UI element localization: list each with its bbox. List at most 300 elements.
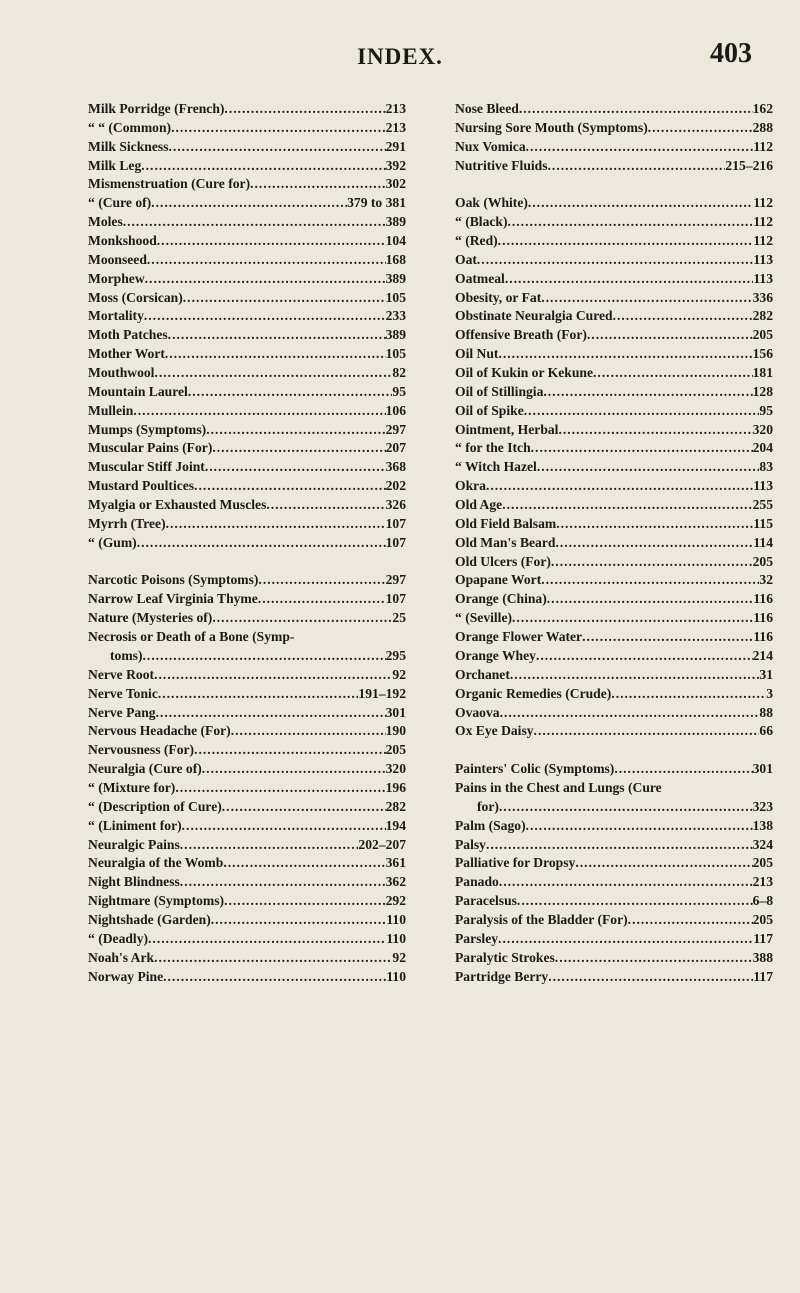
index-column-right	[455, 100, 773, 986]
index-entry	[455, 534, 773, 553]
entry-term: Neuralgic Pains	[88, 836, 180, 852]
entry-term: Mother Wort	[88, 346, 165, 362]
index-entry	[88, 609, 406, 628]
entry-term: Old Man's Beard	[455, 534, 556, 550]
entry-term: Opapane Wort	[455, 572, 542, 588]
index-entry	[88, 477, 406, 496]
dot-leader	[524, 402, 760, 421]
entry-term: Monkshood	[88, 233, 157, 249]
index-entry	[455, 439, 773, 458]
entry-page: 116	[753, 610, 773, 626]
index-entry	[455, 326, 773, 345]
dot-leader	[510, 666, 760, 685]
entry-page: 205	[752, 327, 773, 343]
entry-term: Orchanet	[455, 666, 510, 682]
index-entry	[455, 194, 773, 213]
dot-leader	[224, 892, 386, 911]
dot-leader	[212, 439, 385, 458]
entry-term: Noah's Ark	[88, 949, 155, 965]
index-entry	[455, 930, 773, 949]
entry-page: 362	[385, 874, 406, 890]
dot-leader	[180, 836, 359, 855]
entry-page: 292	[385, 893, 406, 909]
index-entry	[455, 722, 773, 741]
entry-term: Narcotic Poisons (Symptoms)	[88, 572, 259, 588]
dot-leader	[258, 571, 385, 590]
index-entry	[88, 270, 406, 289]
index-entry	[88, 571, 406, 590]
index-entry	[455, 873, 773, 892]
index-entry-wrapped: Necrosis or Death of a Bone (Symp-	[88, 629, 295, 645]
entry-term: Mountain Laurel	[88, 383, 188, 399]
index-entry	[88, 892, 406, 911]
entry-group	[88, 836, 406, 987]
dot-leader	[165, 345, 386, 364]
entry-term: “ (Liniment for)	[88, 817, 182, 833]
entry-term: Myrrh (Tree)	[88, 515, 166, 531]
entry-term: Myalgia or Exhausted Muscles	[88, 497, 267, 513]
entry-group	[455, 477, 773, 741]
entry-term: Oat	[455, 251, 477, 267]
entry-page: 107	[385, 534, 406, 550]
entry-group	[455, 798, 773, 817]
entry-term: Milk Sickness	[88, 138, 169, 154]
entry-group	[88, 647, 406, 666]
entry-term: Nervousness (For)	[88, 742, 195, 758]
entry-page: 191–192	[358, 685, 406, 701]
entry-group	[88, 666, 406, 779]
dot-leader	[163, 968, 386, 987]
dot-leader	[534, 722, 760, 741]
entry-term: “ Witch Hazel	[455, 459, 537, 475]
entry-term: Milk Porridge (French)	[88, 101, 225, 116]
entry-term: “ (Deadly)	[88, 930, 149, 946]
entry-term: Nerve Pang	[88, 704, 156, 720]
dot-leader	[526, 817, 753, 836]
index-entry	[88, 685, 406, 704]
index-entry-wrapped: Pains in the Chest and Lungs (Cure	[455, 779, 662, 795]
entry-page: 107	[385, 515, 406, 531]
dot-leader	[519, 100, 753, 119]
index-entry	[88, 383, 406, 402]
entry-term: Parsley	[455, 930, 499, 946]
index-entry	[455, 383, 773, 402]
dot-leader	[205, 458, 386, 477]
index-entry	[88, 421, 406, 440]
dot-leader	[543, 383, 752, 402]
entry-term: “ (Red)	[455, 233, 498, 249]
entry-page: 107	[385, 591, 406, 607]
dot-leader	[151, 194, 347, 213]
index-entry	[455, 666, 773, 685]
index-entry	[88, 760, 406, 779]
index-entry	[455, 402, 773, 421]
entry-term: Nightmare (Symptoms)	[88, 893, 225, 909]
entry-term: Palm (Sago)	[455, 817, 526, 833]
dot-leader	[133, 402, 385, 421]
entry-term: Nux Vomica	[455, 138, 526, 154]
entry-term: Milk Leg	[88, 157, 142, 173]
entry-term: Mismenstruation (Cure for)	[88, 176, 251, 192]
entry-term: Obstinate Neuralgia Cured	[455, 308, 613, 324]
entry-term: Old Ulcers (For)	[455, 553, 551, 569]
index-entry	[88, 458, 406, 477]
index-entry	[455, 496, 773, 515]
entry-page: 31	[759, 666, 773, 682]
dot-leader	[587, 326, 753, 345]
entry-term: “ (Cure of)	[88, 195, 152, 211]
index-entry	[455, 477, 773, 496]
dot-leader	[168, 326, 386, 345]
entry-page: 291	[385, 138, 406, 154]
dot-leader	[498, 930, 753, 949]
entry-term: Organic Remedies (Crude)	[455, 685, 612, 701]
entry-term: Palsy	[455, 836, 486, 852]
entry-term: Nose Bleed	[455, 101, 519, 116]
dot-leader	[517, 892, 753, 911]
index-entry	[455, 628, 773, 647]
entry-page: 194	[385, 817, 406, 833]
entry-page: 105	[385, 346, 406, 362]
index-entry	[88, 439, 406, 458]
entry-page: 302	[385, 176, 406, 192]
dot-leader	[502, 496, 752, 515]
entry-page: 138	[752, 817, 773, 833]
entry-page: 95	[392, 383, 406, 399]
index-entry	[88, 817, 406, 836]
dot-leader	[548, 968, 753, 987]
entry-page: 233	[385, 308, 406, 324]
index-entry	[455, 704, 773, 723]
index-entry	[455, 817, 773, 836]
entry-page: 297	[385, 572, 406, 588]
entry-term: Orange Whey	[455, 647, 536, 663]
index-entry	[88, 157, 406, 176]
entry-page: 288	[752, 119, 773, 135]
entry-page: 105	[385, 289, 406, 305]
entry-page: 116	[753, 629, 773, 645]
entry-page: 196	[385, 779, 406, 795]
dot-leader	[593, 364, 753, 383]
dot-leader	[499, 873, 753, 892]
dot-leader	[157, 232, 386, 251]
index-entry	[88, 666, 406, 685]
dot-leader	[611, 685, 766, 704]
dot-leader	[505, 270, 754, 289]
dot-leader	[137, 534, 386, 553]
dot-leader	[154, 666, 392, 685]
index-entry	[88, 647, 406, 666]
entry-page: 6–8	[752, 893, 773, 909]
entry-page: 320	[752, 421, 773, 437]
entry-page: 112	[753, 214, 773, 230]
entry-term: “ (Gum)	[88, 534, 137, 550]
dot-leader	[486, 836, 753, 855]
index-entry	[455, 307, 773, 326]
index-entry	[88, 326, 406, 345]
entry-term: Narrow Leaf Virginia Thyme	[88, 591, 258, 607]
entry-page: 282	[385, 798, 406, 814]
entry-page: 323	[752, 798, 773, 814]
entry-page: 214	[752, 647, 773, 663]
entry-term: Moonseed	[88, 251, 147, 267]
dot-leader	[528, 194, 753, 213]
dot-leader	[628, 911, 753, 930]
entry-page: 255	[752, 497, 773, 513]
dot-leader	[548, 157, 726, 176]
dot-leader	[222, 798, 386, 817]
index-entry	[455, 232, 773, 251]
entry-term: Mullein	[88, 402, 134, 418]
entry-page: 113	[753, 270, 773, 286]
entry-term: “ (Description of Cure)	[88, 798, 222, 814]
index-entry	[88, 119, 406, 138]
index-entry	[455, 590, 773, 609]
entry-term: Moth Patches	[88, 327, 168, 343]
dot-leader	[188, 383, 393, 402]
entry-term: Obesity, or Fat	[455, 289, 542, 305]
dot-leader	[183, 289, 386, 308]
index-entry	[455, 553, 773, 572]
index-entry	[88, 100, 406, 119]
index-entry	[88, 232, 406, 251]
index-entry	[455, 213, 773, 232]
entry-term: Oil of Stillingia	[455, 383, 544, 399]
index-entry	[455, 157, 773, 176]
index-entry	[455, 251, 773, 270]
entry-term: Orange Flower Water	[455, 629, 583, 645]
index-entry	[455, 345, 773, 364]
dot-leader	[144, 307, 386, 326]
entry-group	[88, 571, 406, 628]
entry-page: 162	[752, 101, 773, 116]
index-entry	[455, 458, 773, 477]
dot-leader	[575, 854, 752, 873]
entry-term: Night Blindness	[88, 874, 180, 890]
dot-leader	[154, 949, 392, 968]
dot-leader	[551, 553, 753, 572]
index-entry	[88, 496, 406, 515]
dot-leader	[526, 138, 754, 157]
entry-page: 3	[766, 685, 773, 701]
dot-leader	[486, 477, 753, 496]
dot-leader	[168, 138, 385, 157]
entry-term: “ (Black)	[455, 214, 508, 230]
dot-leader	[202, 760, 386, 779]
index-entry	[88, 949, 406, 968]
entry-term: Paracelsus	[455, 893, 517, 909]
entry-page: 113	[753, 478, 773, 494]
entry-term: Old Age	[455, 497, 503, 513]
entry-term: “ for the Itch	[455, 440, 531, 456]
entry-page: 213	[385, 101, 406, 116]
index-entry	[455, 421, 773, 440]
entry-page: 297	[385, 421, 406, 437]
dot-leader	[558, 421, 752, 440]
entry-term: Oak (White)	[455, 195, 528, 211]
index-entry	[455, 270, 773, 289]
entry-page: 326	[385, 497, 406, 513]
entry-page: 92	[392, 666, 406, 682]
entry-page: 114	[753, 534, 773, 550]
index-entry	[455, 968, 773, 987]
entry-term: Nursing Sore Mouth (Symptoms)	[455, 119, 648, 135]
entry-page: 116	[753, 591, 773, 607]
page-number: 403	[710, 38, 752, 69]
dot-leader	[537, 458, 760, 477]
entry-page: 282	[752, 308, 773, 324]
dot-leader	[555, 534, 753, 553]
index-entry	[88, 289, 406, 308]
entry-page: 204	[752, 440, 773, 456]
index-entry	[455, 100, 773, 119]
index-entry	[455, 760, 773, 779]
dot-leader	[541, 289, 752, 308]
index-entry	[455, 854, 773, 873]
entry-page: 207	[385, 440, 406, 456]
entry-term: toms)	[110, 647, 143, 663]
dot-leader	[175, 779, 385, 798]
dot-leader	[531, 439, 753, 458]
entry-page: 117	[753, 930, 773, 946]
entry-page: 156	[752, 346, 773, 362]
entry-page: 202	[385, 478, 406, 494]
index-entry	[455, 685, 773, 704]
entry-page: 205	[752, 911, 773, 927]
dot-leader	[224, 100, 385, 119]
dot-leader	[171, 119, 386, 138]
entry-term: Nightshade (Garden)	[88, 911, 211, 927]
entry-group	[88, 779, 406, 836]
entry-page: 112	[753, 195, 773, 211]
entry-term: Okra	[455, 478, 486, 494]
index-entry	[455, 289, 773, 308]
entry-page: 205	[752, 855, 773, 871]
dot-leader	[154, 364, 392, 383]
dot-leader	[182, 817, 386, 836]
entry-term: Nerve Tonic	[88, 685, 158, 701]
entry-term: Oil of Spike	[455, 402, 524, 418]
entry-page: 83	[759, 459, 773, 475]
entry-page: 205	[752, 553, 773, 569]
entry-page: 295	[385, 647, 406, 663]
entry-page: 110	[386, 911, 406, 927]
entry-term: Ointment, Herbal	[455, 421, 559, 437]
dot-leader	[206, 421, 385, 440]
entry-page: 301	[752, 761, 773, 777]
entry-page: 190	[385, 723, 406, 739]
entry-term: Offensive Breath (For)	[455, 327, 587, 343]
dot-leader	[556, 515, 753, 534]
index-entry	[88, 722, 406, 741]
entry-page: 336	[752, 289, 773, 305]
index-entry	[88, 836, 406, 855]
entry-term: Mustard Poultices	[88, 478, 195, 494]
entry-group	[455, 817, 773, 987]
entry-page: 213	[752, 874, 773, 890]
entry-term: Oatmeal	[455, 270, 505, 286]
index-entry	[88, 515, 406, 534]
entry-page: 128	[752, 383, 773, 399]
index-entry	[455, 138, 773, 157]
index-entry	[455, 515, 773, 534]
entry-term: Old Field Balsam	[455, 515, 557, 531]
dot-leader	[141, 157, 385, 176]
index-entry	[455, 836, 773, 855]
dot-leader	[613, 307, 753, 326]
dot-leader	[145, 270, 386, 289]
dot-leader	[231, 722, 386, 741]
entry-page: 106	[385, 402, 406, 418]
entry-term: Partridge Berry	[455, 968, 549, 984]
entry-term: “ (Mixture for)	[88, 779, 176, 795]
entry-term: Mumps (Symptoms)	[88, 421, 207, 437]
index-entry	[88, 364, 406, 383]
index-entry	[88, 175, 406, 194]
dot-leader	[166, 515, 386, 534]
entry-term: Norway Pine	[88, 968, 164, 984]
dot-leader	[507, 213, 753, 232]
index-entry	[88, 213, 406, 232]
dot-leader	[500, 704, 760, 723]
page-header	[0, 38, 800, 78]
index-entry	[88, 873, 406, 892]
dot-leader	[156, 704, 386, 723]
entry-group	[455, 439, 773, 477]
index-entry	[88, 968, 406, 987]
dot-leader	[250, 175, 386, 194]
entry-term: Nature (Mysteries of)	[88, 610, 213, 626]
entry-page: 215–216	[725, 157, 773, 173]
dot-leader	[266, 496, 385, 515]
entry-group	[455, 760, 773, 779]
index-entry	[88, 798, 406, 817]
index-entry	[88, 779, 406, 798]
entry-term: Panado	[455, 874, 499, 890]
entry-page: 110	[386, 968, 406, 984]
entry-term: Mouthwool	[88, 365, 155, 381]
entry-page: 320	[385, 761, 406, 777]
entry-page: 110	[386, 930, 406, 946]
index-entry	[88, 704, 406, 723]
entry-page: 168	[385, 251, 406, 267]
index-entry	[455, 364, 773, 383]
dot-leader	[142, 647, 385, 666]
entry-page: 389	[385, 270, 406, 286]
index-entry	[455, 949, 773, 968]
entry-page: 388	[752, 949, 773, 965]
index-column-left	[88, 100, 406, 986]
index-entry	[455, 798, 773, 817]
index-entry	[88, 194, 406, 213]
entry-page: 115	[753, 515, 773, 531]
entry-page: 389	[385, 214, 406, 230]
entry-page: 202–207	[358, 836, 406, 852]
index-entry	[88, 854, 406, 873]
entry-term: Oil Nut	[455, 346, 499, 362]
dot-leader	[180, 873, 386, 892]
dot-leader	[499, 798, 753, 817]
entry-term: Moles	[88, 214, 123, 230]
entry-page: 32	[759, 572, 773, 588]
entry-term: Ovaova	[455, 704, 500, 720]
entry-term: “ (Seville)	[455, 610, 513, 626]
dot-leader	[211, 911, 387, 930]
dot-leader	[512, 609, 753, 628]
entry-term: for)	[477, 798, 499, 814]
dot-leader	[582, 628, 753, 647]
index-entry	[455, 911, 773, 930]
